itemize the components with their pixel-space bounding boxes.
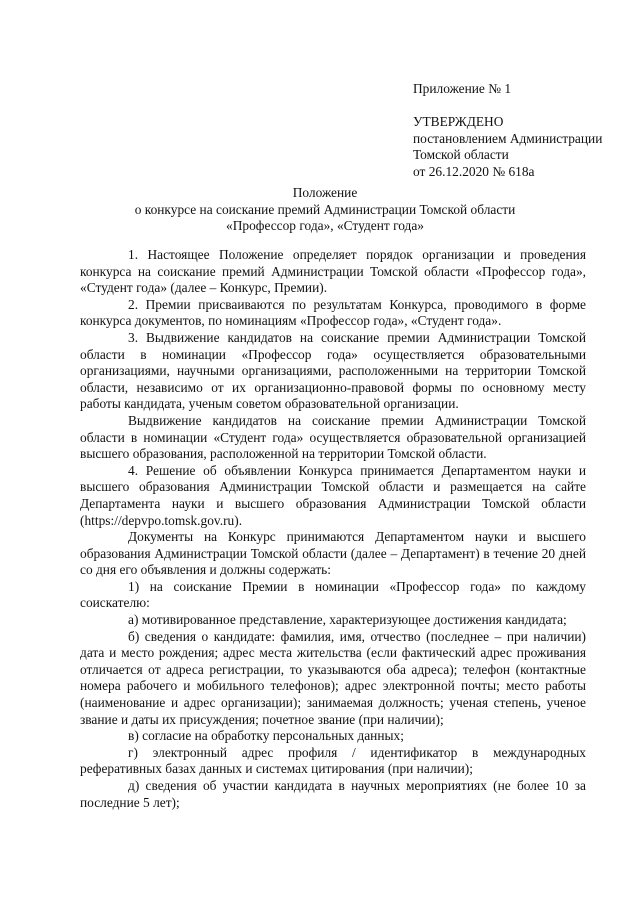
paragraph: 4. Решение об объявлении Конкурса принимается Департаментом науки и высшего образования Администрации Томской области и размещается на сайте Департамента науки и высшего образования Администрации Томской области (https://depvpo.tomsk.gov.ru).	[80, 462, 586, 528]
approval-line: постановлением Администрации	[413, 130, 603, 146]
appendix-number: Приложение № 1	[413, 81, 512, 96]
title-heading: Положение	[292, 185, 358, 200]
paragraph: г) электронный адрес профиля / идентификатор в международных реферативных базах данных и системах цитирования (при наличии);	[80, 744, 586, 777]
approved-stamp: УТВЕРЖДЕНО	[413, 114, 504, 129]
paragraph: 2. Премии присваиваются по результатам Конкурса, проводимого в форме конкурса документов, по номинациям «Профессор года», «Студент года».	[80, 296, 586, 329]
approval-date: от 26.12.2020 № 618а	[413, 163, 535, 179]
approval-block	[413, 81, 628, 180]
title-nominations: «Профессор года», «Студент года»	[226, 218, 424, 233]
document-title	[80, 185, 570, 235]
paragraph: д) сведения об участии кандидата в научных мероприятиях (не более 10 за последние 5 лет);	[80, 778, 586, 810]
approval-spacer	[413, 98, 628, 115]
paragraph: 1. Настоящее Положение определяет порядок организации и проведения конкурса на соискание премий Администрации Томской области «Профессор года», «Студент года» (далее – Конкурс, Премии).	[80, 247, 586, 296]
paragraph: Выдвижение кандидатов на соискание премии Администрации Томской области в номинации «Студент года» осуществляется образовательной организацией высшего образования, расположенной на территории Томской области.	[80, 412, 586, 462]
paragraph: б) сведения о кандидате: фамилия, имя, отчество (последнее – при наличии) дата и место рождения; адрес места жительства (если фактический адрес проживания отличается от адреса регистрации, то указываются оба адреса); телефон (контактные номера рабочего и мобильного телефонов); адрес электронной почты; место работы (наименование и адрес организации); занимаемая должность; ученая степень, ученое звание и даты их присуждения; почетное звание (при наличии);	[80, 628, 586, 727]
paragraph: Документы на Конкурс принимаются Департаментом науки и высшего образования Администрации Томской области (далее – Департамент) в течение 20 дней со дня его объявления и должны содержать:	[80, 529, 586, 578]
document-body	[80, 247, 586, 811]
paragraph: 1) на соискание Премии в номинации «Профессор года» по каждому соискателю:	[80, 578, 586, 611]
paragraph: 3. Выдвижение кандидатов на соискание премии Администрации Томской области в номинации «Профессор года» осуществляется образовательными организациями, научными организациями, расположенными на территории Томской области, независимо от их организационно-правовой формы по основному месту работы кандидата, ученым советом образовательной организации.	[80, 329, 586, 412]
approval-line: Томской области	[413, 147, 509, 162]
paragraph: в) согласие на обработку персональных данных;	[128, 728, 404, 744]
title-subject: о конкурсе на соискание премий Администрации Томской области	[134, 201, 516, 217]
paragraph: а) мотивированное представление, характеризующее достижения кандидата;	[128, 612, 567, 628]
